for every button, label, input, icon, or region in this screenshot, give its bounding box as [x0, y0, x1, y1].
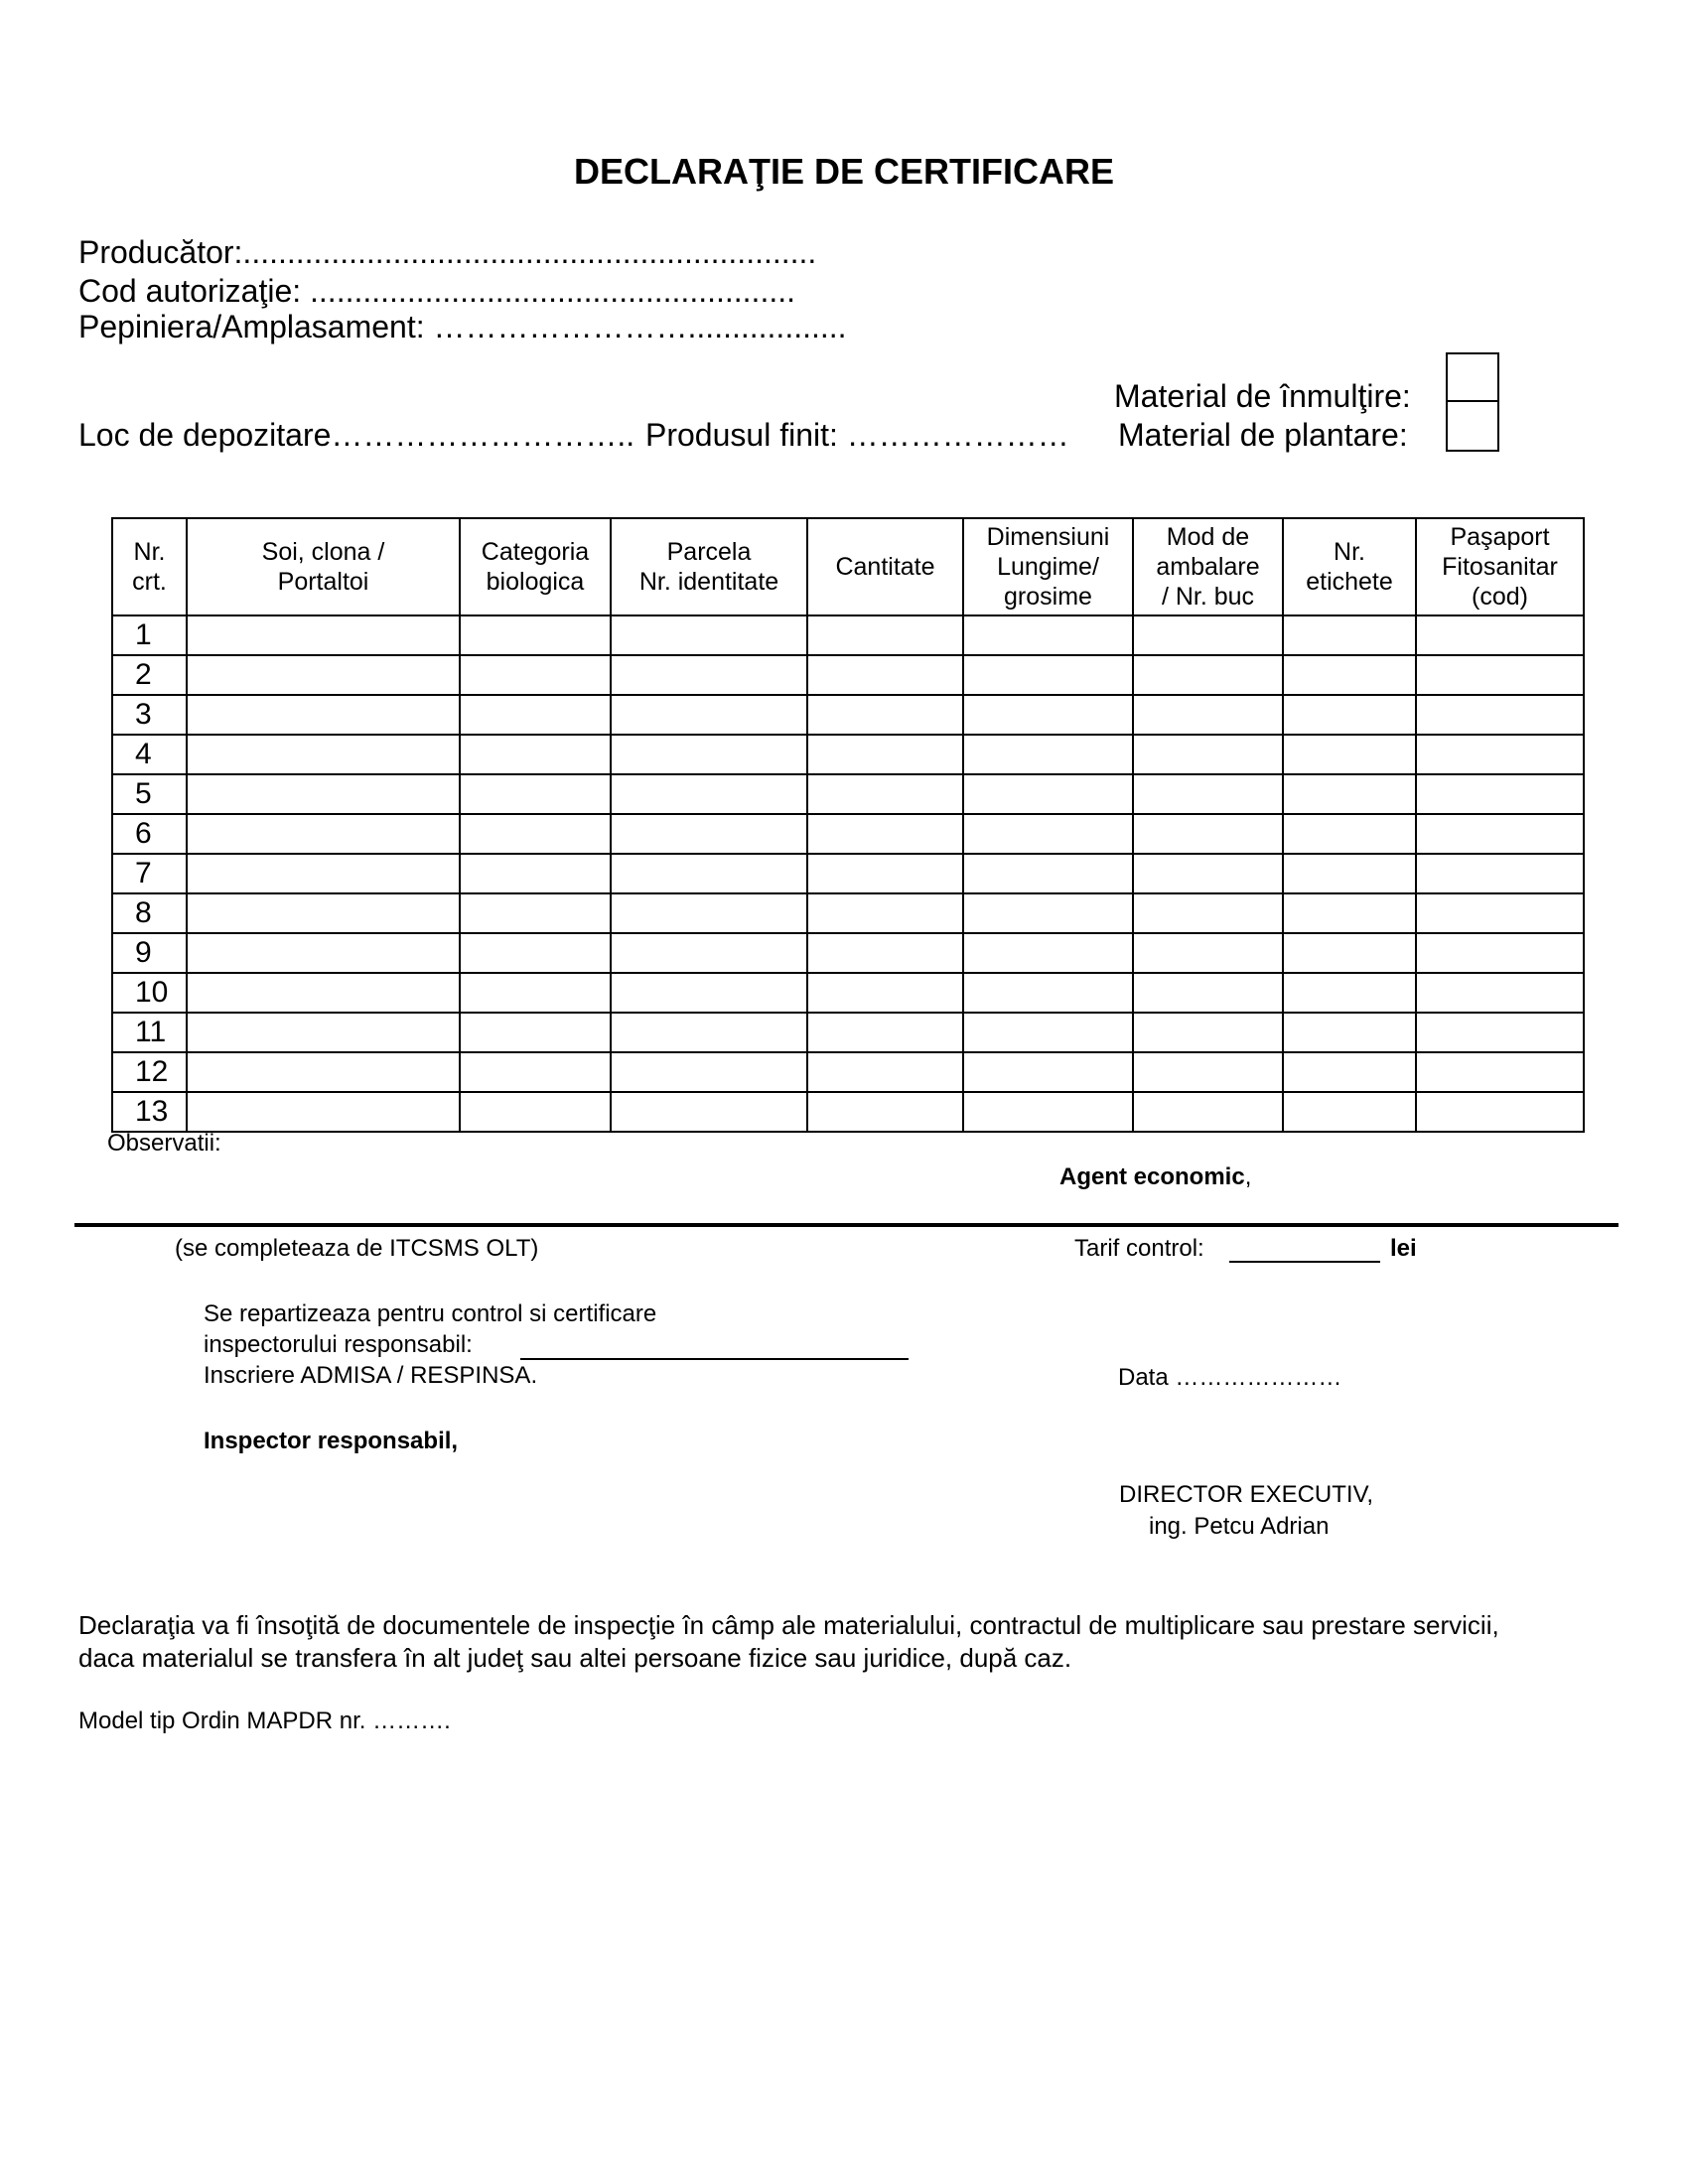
column-header-line: Cantitate — [835, 553, 935, 581]
table-cell[interactable] — [460, 1013, 611, 1052]
material-plantare-checkbox[interactable] — [1446, 400, 1499, 452]
table-cell[interactable] — [807, 655, 963, 695]
table-cell[interactable] — [611, 774, 807, 814]
table-cell[interactable] — [807, 774, 963, 814]
table-cell[interactable] — [1133, 893, 1283, 933]
table-cell[interactable] — [1416, 893, 1584, 933]
table-cell[interactable] — [1416, 774, 1584, 814]
observatii-label: Observatii: — [107, 1130, 221, 1157]
table-cell[interactable] — [460, 774, 611, 814]
table-cell[interactable] — [460, 933, 611, 973]
loc-depozitare-field[interactable]: Loc de depozitare……………………….. — [78, 417, 635, 453]
table-cell[interactable] — [1416, 615, 1584, 655]
column-header-line: Paşaport — [1450, 523, 1550, 551]
column-header-line: Nr. — [1334, 538, 1365, 566]
table-cell[interactable] — [460, 854, 611, 893]
table-cell[interactable] — [1416, 854, 1584, 893]
table-cell[interactable] — [460, 615, 611, 655]
table-cell[interactable] — [187, 655, 460, 695]
table-cell[interactable] — [963, 973, 1133, 1013]
table-cell[interactable] — [1416, 655, 1584, 695]
table-row — [112, 615, 1584, 655]
table-cell[interactable] — [611, 814, 807, 854]
column-header-line: (cod) — [1472, 583, 1528, 611]
table-cell[interactable] — [1133, 774, 1283, 814]
table-cell[interactable] — [187, 933, 460, 973]
table-cell[interactable] — [807, 814, 963, 854]
table-cell[interactable] — [1283, 695, 1416, 735]
column-header-line: Mod de — [1166, 523, 1250, 551]
table-cell[interactable] — [1283, 1092, 1416, 1132]
material-inmultire-label: Material de înmulţire: — [1114, 378, 1411, 414]
pepiniera-field[interactable]: Pepiniera/Amplasament: …………………….................. — [78, 309, 847, 344]
table-cell[interactable] — [963, 1092, 1133, 1132]
table-cell[interactable] — [611, 655, 807, 695]
table-cell[interactable] — [1133, 814, 1283, 854]
tarif-label: Tarif control: — [1074, 1235, 1204, 1262]
director-title: DIRECTOR EXECUTIV, — [1119, 1481, 1374, 1508]
column-header-line: Nr. — [133, 538, 166, 566]
table-cell[interactable] — [1133, 695, 1283, 735]
table-cell[interactable] — [460, 814, 611, 854]
table-cell[interactable] — [187, 1052, 460, 1092]
row-number: 12 — [112, 1052, 187, 1092]
column-header-line: Nr. identitate — [638, 568, 779, 596]
table-cell[interactable] — [1416, 1092, 1584, 1132]
table-cell[interactable] — [1133, 1052, 1283, 1092]
row-number: 13 — [112, 1092, 187, 1132]
table-cell[interactable] — [1133, 655, 1283, 695]
table-cell[interactable] — [807, 1052, 963, 1092]
row-number: 6 — [112, 814, 187, 854]
table-cell[interactable] — [963, 933, 1133, 973]
table-cell[interactable] — [1416, 735, 1584, 774]
table-cell[interactable] — [611, 1013, 807, 1052]
row-number: 9 — [112, 933, 187, 973]
table-cell[interactable] — [807, 615, 963, 655]
column-header-line: biologica — [486, 568, 585, 596]
table-cell[interactable] — [460, 695, 611, 735]
column-header — [1416, 518, 1584, 615]
table-row — [112, 893, 1584, 933]
table-cell[interactable] — [1283, 933, 1416, 973]
table-cell[interactable] — [1133, 615, 1283, 655]
table-cell[interactable] — [460, 1052, 611, 1092]
column-header-line: etichete — [1306, 568, 1393, 596]
table-cell[interactable] — [963, 893, 1133, 933]
table-cell[interactable] — [1133, 973, 1283, 1013]
table-row — [112, 933, 1584, 973]
table-cell[interactable] — [187, 695, 460, 735]
table-cell[interactable] — [1416, 1013, 1584, 1052]
table-cell[interactable] — [187, 1092, 460, 1132]
table-cell[interactable] — [187, 615, 460, 655]
column-header-line: ambalare — [1156, 553, 1260, 581]
column-header — [1133, 518, 1283, 615]
table-cell[interactable] — [1133, 1092, 1283, 1132]
column-header — [460, 518, 611, 615]
table-row — [112, 1092, 1584, 1132]
table-cell[interactable] — [1416, 973, 1584, 1013]
table-cell[interactable] — [1283, 973, 1416, 1013]
table-cell[interactable] — [1283, 774, 1416, 814]
table-cell[interactable] — [963, 615, 1133, 655]
page-title: DECLARAŢIE DE CERTIFICARE — [573, 151, 1114, 192]
table-header-row — [112, 518, 1584, 615]
footer-note-line1: Declaraţia va fi însoţită de documentele de inspecţie în câmp ale materialului, contractul de multiplicare sau prestare servicii, — [78, 1610, 1499, 1640]
table-cell[interactable] — [963, 854, 1133, 893]
table-cell[interactable] — [1133, 1013, 1283, 1052]
row-number: 4 — [112, 735, 187, 774]
table-cell[interactable] — [1416, 695, 1584, 735]
row-number: 8 — [112, 893, 187, 933]
table-cell[interactable] — [807, 893, 963, 933]
table-cell[interactable] — [1283, 854, 1416, 893]
row-number: 10 — [112, 973, 187, 1013]
table-cell[interactable] — [611, 615, 807, 655]
table-row — [112, 735, 1584, 774]
table-cell[interactable] — [1133, 735, 1283, 774]
row-number: 11 — [112, 1013, 187, 1052]
table-cell[interactable] — [187, 973, 460, 1013]
table-cell[interactable] — [460, 735, 611, 774]
table-cell[interactable] — [187, 735, 460, 774]
column-header-line: crt. — [132, 568, 167, 596]
column-header-line: Fitosanitar — [1442, 553, 1558, 581]
table-cell[interactable] — [963, 655, 1133, 695]
table-cell[interactable] — [807, 854, 963, 893]
column-header-line: Dimensiuni — [986, 523, 1110, 551]
agent-economic-label — [1059, 1163, 1251, 1191]
column-header-line: / Nr. buc — [1161, 583, 1255, 611]
column-header-line: Portaltoi — [277, 568, 369, 596]
table-cell[interactable] — [807, 735, 963, 774]
column-header — [963, 518, 1133, 615]
table-cell[interactable] — [807, 1092, 963, 1132]
tarif-input-line[interactable] — [1229, 1261, 1380, 1263]
produsul-finit-field[interactable]: Produsul finit: ………………… — [645, 417, 1069, 453]
agent-economic-comma: , — [1244, 1163, 1252, 1190]
column-header-line: grosime — [1004, 583, 1092, 611]
director-name: ing. Petcu Adrian — [1149, 1513, 1330, 1540]
inscriere-text: Inscriere ADMISA / RESPINSA. — [204, 1362, 538, 1389]
table-cell[interactable] — [187, 774, 460, 814]
column-header — [807, 518, 963, 615]
table-cell[interactable] — [460, 1092, 611, 1132]
table-cell[interactable] — [1283, 655, 1416, 695]
table-row — [112, 1052, 1584, 1092]
table-cell[interactable] — [460, 655, 611, 695]
table-cell[interactable] — [1283, 735, 1416, 774]
table-cell[interactable] — [807, 933, 963, 973]
table-cell[interactable] — [1416, 814, 1584, 854]
table-cell[interactable] — [611, 1052, 807, 1092]
table-cell[interactable] — [963, 774, 1133, 814]
table-cell[interactable] — [963, 1052, 1133, 1092]
column-header — [611, 518, 807, 615]
column-header-line: Categoria — [481, 538, 590, 566]
table-cell[interactable] — [1416, 933, 1584, 973]
table-row — [112, 655, 1584, 695]
itcsms-note: (se completeaza de ITCSMS OLT) — [175, 1235, 539, 1262]
table-cell[interactable] — [611, 735, 807, 774]
table-cell[interactable] — [611, 695, 807, 735]
table-cell[interactable] — [460, 893, 611, 933]
model-reference: Model tip Ordin MAPDR nr. ………. — [78, 1707, 451, 1734]
material-inmultire-checkbox[interactable] — [1446, 352, 1499, 404]
table-cell[interactable] — [1283, 1013, 1416, 1052]
table-cell[interactable] — [187, 814, 460, 854]
column-header — [112, 518, 187, 615]
table-cell[interactable] — [611, 893, 807, 933]
producator-field[interactable]: Producător:................................................................. — [78, 234, 817, 270]
cod-autorizatie-field[interactable]: Cod autorizaţie: ....................................................... — [78, 273, 795, 309]
footer-note-line2: daca materialul se transfera în alt judeţ sau altei persoane fizice sau juridice, după caz. — [78, 1643, 1072, 1673]
table-cell[interactable] — [1416, 1052, 1584, 1092]
column-header-line: Parcela — [666, 538, 752, 566]
inspector-responsabil-label: Inspector responsabil, — [204, 1428, 459, 1454]
row-number: 1 — [112, 615, 187, 655]
table-cell[interactable] — [1283, 814, 1416, 854]
inspector-name-line[interactable] — [520, 1358, 909, 1360]
table-row — [112, 1013, 1584, 1052]
table-row — [112, 973, 1584, 1013]
table-cell[interactable] — [963, 695, 1133, 735]
table-row — [112, 854, 1584, 893]
section-divider — [74, 1223, 1618, 1227]
column-header — [187, 518, 460, 615]
column-header-line: Lungime/ — [997, 553, 1099, 581]
repartizare-line1: Se repartizeaza pentru control si certificare — [204, 1300, 657, 1327]
table-cell[interactable] — [963, 1013, 1133, 1052]
table-cell[interactable] — [187, 1013, 460, 1052]
table-cell[interactable] — [460, 973, 611, 1013]
table-cell[interactable] — [807, 973, 963, 1013]
column-header — [1283, 518, 1416, 615]
tarif-unit: lei — [1390, 1235, 1417, 1262]
table-cell[interactable] — [611, 973, 807, 1013]
table-cell[interactable] — [1283, 1052, 1416, 1092]
table-row — [112, 774, 1584, 814]
table-row — [112, 695, 1584, 735]
table-row — [112, 814, 1584, 854]
table-cell[interactable] — [1133, 854, 1283, 893]
table-cell[interactable] — [611, 1092, 807, 1132]
row-number: 5 — [112, 774, 187, 814]
table-cell[interactable] — [807, 1013, 963, 1052]
repartizare-line2: inspectorului responsabil: — [204, 1331, 473, 1358]
table-cell[interactable] — [611, 933, 807, 973]
row-number: 3 — [112, 695, 187, 735]
table-cell[interactable] — [187, 893, 460, 933]
material-plantare-label: Material de plantare: — [1118, 417, 1408, 453]
table-cell[interactable] — [1283, 615, 1416, 655]
row-number: 7 — [112, 854, 187, 893]
column-header-line: Soi, clona / — [261, 538, 385, 566]
row-number: 2 — [112, 655, 187, 695]
data-field[interactable]: Data ………………… — [1118, 1364, 1342, 1391]
table-cell[interactable] — [187, 854, 460, 893]
table-cell[interactable] — [963, 735, 1133, 774]
table-cell[interactable] — [1133, 933, 1283, 973]
agent-economic-text: Agent economic — [1059, 1163, 1245, 1190]
certification-table — [111, 517, 1585, 1133]
table-cell[interactable] — [611, 854, 807, 893]
table-cell[interactable] — [1283, 893, 1416, 933]
table-cell[interactable] — [963, 814, 1133, 854]
table-cell[interactable] — [807, 695, 963, 735]
